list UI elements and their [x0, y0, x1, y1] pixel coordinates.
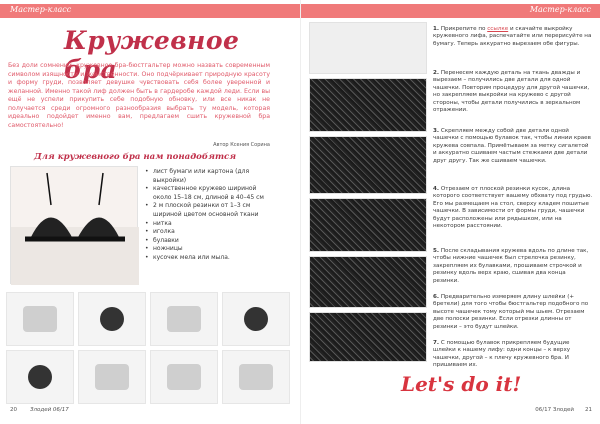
- step-text: С помощью булавок прикрепляем будущие шлейки к нашему лифу: одни концы – к верху чашечки, другой – к плечу кружевного бра. И пришиваем их.: [433, 340, 571, 369]
- list-item: • кусочек мела или мыла.: [145, 254, 275, 263]
- step-1: [433, 26, 593, 48]
- list-item: • ножницы: [145, 245, 275, 254]
- pattern-link[interactable]: ссылке: [487, 26, 509, 32]
- step-5: [433, 248, 593, 285]
- list-item: • лист бумаги или картона (для выкройки): [145, 168, 275, 185]
- pins-photo: [150, 292, 218, 346]
- list-item: • иголка: [145, 228, 275, 237]
- step-7: [433, 340, 593, 370]
- author-credit: Автор Ксения Сорина: [213, 142, 270, 148]
- needle-photo: [150, 350, 218, 404]
- step-2-photo: [309, 78, 427, 132]
- step-text: и скачайте выкройку кружевного лифа, распечатайте или перерисуйте на бумагу. Теперь аккуратно вырезаем обе фигуры.: [433, 26, 592, 47]
- list-item: • булавки: [145, 237, 275, 246]
- step-text: Перенесем каждую деталь на ткань дважды и вырезаем – получились две детали для одной чашечки. Повторим процедуру для другой чашечки, но закрепляем выкройки на кружево с другой стороны, чтобы детали получились в зеркальном отражении.: [433, 70, 590, 114]
- step-text: После складывания кружева вдоль по длине так, чтобы нижние чашечек был стрелочка резинку, закрепляем их булавками, прошиваем строчкой и резинку вдоль верх краю, сшивая два конца резинки.: [433, 248, 589, 284]
- elastic-photo: [6, 350, 74, 404]
- step-number: 6.: [433, 294, 440, 300]
- magazine-issue: 06/17 Злодей: [535, 407, 574, 413]
- step-text: Предварительно измеряем длину шлейки (+ бретели) для того чтобы бюстгальтер подобного по высоте чашечек тому который мы шьем. Отрезаем две полоски резинки. Если отрезки длинны от резинки – это будут шлейки.: [433, 294, 589, 330]
- list-item: • 2 м плоской резинки от 1–3 см шириной цветом основной ткани: [145, 202, 275, 219]
- step-2: [433, 70, 593, 114]
- step-number: 3.: [433, 128, 440, 134]
- materials-photo-row-1: [6, 292, 290, 346]
- page-number: 20: [10, 407, 17, 413]
- step-6: [433, 294, 593, 331]
- step-3-photo: [309, 136, 427, 194]
- step-4: [433, 186, 593, 230]
- right-page: [300, 0, 600, 424]
- article-title: Кружевное бра: [64, 26, 240, 84]
- step-number: 5.: [433, 248, 440, 254]
- step-text: Отрезаем от плоской резинки кусок, длина которого соответствует вашему обхвату под грудью. Его мы размещаем на стол, сверху кладем пошитые чашечки. В зависимости от формы груди, чашечки будут расположены или рядышком, или на некотором расстоянии.: [433, 186, 593, 230]
- step-4-photo: [309, 198, 427, 252]
- thread-photo: [78, 350, 146, 404]
- header-bar: [301, 4, 600, 18]
- page-number: 21: [585, 407, 592, 413]
- bra-photo: [10, 166, 138, 284]
- step-text: Прикрепите по: [440, 26, 488, 32]
- step-5-photo: [309, 256, 427, 308]
- bra-illustration: [11, 167, 139, 285]
- section-label: Мастер-класс: [10, 5, 72, 14]
- step-number: 2.: [433, 70, 440, 76]
- step-number: 1.: [433, 26, 440, 32]
- step-1-photo: [309, 22, 427, 74]
- intro-text: Без доли сомнений, кружевное бра-бюстгальтер можно назвать современным символом изящности и женственности. Оно подчёркивает природную красоту и форму груди, позволяет девушке чувствовать себя более уверенной и желанной. Именно такой лиф должен быть в гардеробе каждой леди. Если вы ещё не успели прикупить себе подобную обновку, или все никак не получается среди огромного разнообразия выбрать ту модель, которая идеально подойдет именно вам, предлагаем сшить кружевной бра самостоятельно!: [8, 62, 270, 129]
- lets-do-it-heading: Let's do it!: [401, 372, 522, 396]
- step-6-photo: [309, 312, 427, 362]
- soap-photo: [222, 350, 290, 404]
- materials-list: [145, 168, 275, 263]
- list-item: • качественное кружево шириной около 15–18 см, длиной в 40–45 см: [145, 185, 275, 202]
- materials-heading: Для кружевного бра нам понадобятся: [34, 152, 237, 162]
- step-3: [433, 128, 593, 165]
- header-bar: [0, 4, 300, 18]
- step-text: Скрепляем между собой две детали одной чашечки с помощью булавок так, чтобы линии краев кружева совпала. Примётываем за метку сигалетой и аккуратно сшиваем частым стежками две детали друг другу. Так же сшиваем чашечки.: [433, 128, 591, 164]
- magazine-issue: Злодей 06/17: [30, 407, 69, 413]
- lace-photo: [78, 292, 146, 346]
- step-number: 4.: [433, 186, 440, 192]
- scissors-photo: [222, 292, 290, 346]
- materials-photo-row-2: [6, 350, 290, 404]
- paper-photo: [6, 292, 74, 346]
- list-item: • нитка: [145, 220, 275, 229]
- section-label: Мастер-класс: [529, 5, 591, 14]
- step-number: 7.: [433, 340, 440, 346]
